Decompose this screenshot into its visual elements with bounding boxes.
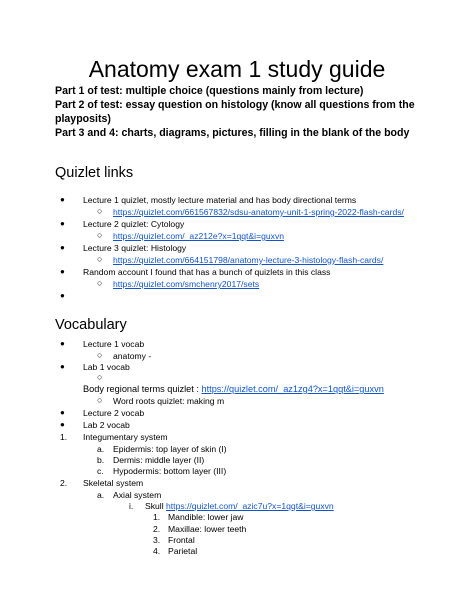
mandible-text: Mandible: lower jaw [168, 512, 244, 522]
list-number: 4. [153, 546, 161, 556]
regional-terms-link[interactable]: https://quizlet.com/_az1zg4?x=1qqt&i=guxvn [201, 384, 384, 394]
integumentary-system: Integumentary system [83, 432, 168, 442]
maxillae-text: Maxillae: lower teeth [168, 524, 247, 534]
list-number: 2. [153, 524, 161, 534]
frontal-text: Frontal [168, 535, 195, 545]
hypodermis-text: Hypodermis: bottom layer (III) [113, 466, 227, 476]
bullet-icon: ● [60, 362, 65, 371]
bullet-icon: ● [60, 267, 65, 276]
word-roots-text: Word roots quizlet: making m [113, 396, 225, 406]
bullet-icon: ● [60, 420, 65, 429]
list-number: 2. [60, 478, 68, 488]
part-1-text: Part 1 of test: multiple choice (questions mainly from lecture) [55, 85, 364, 97]
list-number: 1. [60, 432, 68, 442]
part-3-text: Part 3 and 4: charts, diagrams, pictures, filling in the blank of the body [55, 127, 410, 139]
lab-1-vocab: Lab 1 vocab [83, 362, 130, 372]
bullet-icon: ● [60, 339, 65, 348]
epidermis-text: Epidermis: top layer of skin (I) [113, 444, 227, 454]
quizlet-item-3: Lecture 3 quizlet: Histology [83, 243, 187, 253]
bullet-icon: ● [60, 408, 65, 417]
skull-line [145, 501, 334, 512]
quizlet-item-2: Lecture 2 quizlet: Cytology [83, 219, 185, 229]
lecture-2-vocab: Lecture 2 vocab [83, 408, 145, 418]
list-letter: c. [97, 466, 104, 476]
regional-terms-line [83, 384, 384, 395]
skull-label: Skull [145, 501, 167, 511]
lab-2-vocab: Lab 2 vocab [83, 420, 130, 430]
list-number: 1. [153, 512, 161, 522]
hollow-bullet-icon: ○ [97, 254, 103, 264]
part-2-text: Part 2 of test: essay question on histology (know all questions from the [55, 99, 415, 111]
bullet-icon: ● [60, 291, 65, 300]
list-letter: b. [97, 455, 105, 465]
hollow-bullet-icon: ○ [97, 230, 103, 240]
quizlet-heading: Quizlet links [55, 165, 134, 181]
quizlet-item-1: Lecture 1 quizlet, mostly lecture material and has body directional terms [83, 195, 357, 205]
hollow-bullet-icon: ○ [97, 350, 103, 360]
lecture-1-vocab: Lecture 1 vocab [83, 339, 145, 349]
list-roman: i. [129, 501, 134, 511]
part-2-text-cont: playposits) [55, 113, 111, 125]
list-letter: a. [97, 490, 105, 500]
quizlet-link-4[interactable]: https://quizlet.com/smchenry2017/sets [113, 279, 260, 289]
bullet-icon: ● [60, 219, 65, 228]
hollow-bullet-icon: ○ [97, 372, 103, 382]
bullet-icon: ● [60, 243, 65, 252]
bullet-icon: ● [60, 195, 65, 204]
hollow-bullet-icon: ○ [97, 206, 103, 216]
quizlet-link-1[interactable]: https://quizlet.com/661567832/sdsu-anatomy-unit-1-spring-2022-flash-cards/ [113, 207, 404, 217]
hollow-bullet-icon: ○ [97, 278, 103, 288]
hollow-bullet-icon: ○ [97, 395, 103, 405]
axial-system: Axial system [113, 490, 162, 500]
skull-link[interactable]: https://quizlet.com/_azic7u?x=1qqt&i=guxvn [166, 501, 334, 511]
vocab-heading: Vocabulary [55, 317, 127, 333]
quizlet-item-4: Random account I found that has a bunch of quizlets in this class [83, 267, 331, 277]
regional-terms-label: Body regional terms quizlet : [83, 384, 202, 394]
anatomy-term: anatomy - [113, 351, 152, 361]
list-letter: a. [97, 444, 105, 454]
list-number: 3. [153, 535, 161, 545]
dermis-text: Dermis: middle layer (II) [113, 455, 205, 465]
skeletal-system: Skeletal system [83, 478, 144, 488]
page-title: Anatomy exam 1 study guide [88, 56, 386, 82]
parietal-text: Parietal [168, 546, 198, 556]
quizlet-link-2[interactable]: https://quizlet.com/_az212e?x=1qqt&i=guxvn [113, 231, 285, 241]
quizlet-link-3[interactable]: https://quizlet.com/664151798/anatomy-lecture-3-histology-flash-cards/ [113, 255, 384, 265]
